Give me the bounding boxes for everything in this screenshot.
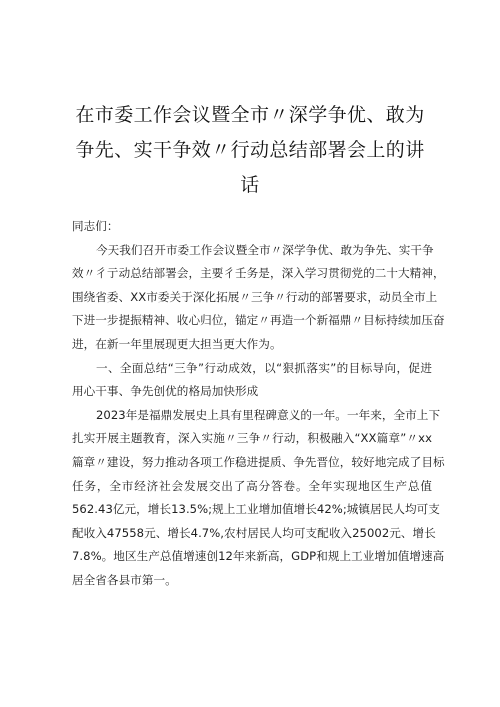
title-line: 话 bbox=[240, 174, 260, 196]
paragraph-line: 562.43亿元，增长13.5%;规上工业增加值增长42%;城镇居民人均可支 bbox=[72, 502, 440, 517]
paragraph-line: 任务，全市经济社会发展交出了高分答卷。全年实现地区生产总值 bbox=[72, 478, 432, 493]
title-line: 争先、实干争效〃行动总结部署会上的讲 bbox=[75, 139, 425, 161]
paragraph-summary bbox=[72, 404, 445, 593]
heading-line: 一、全面总结“三争”行动成效，以“狠抓落实”的目标导向，促进 bbox=[96, 360, 432, 375]
paragraph-line: 扎实开展主题教育，深入实施〃三争〃行动，积极融入“XX篇章”〃xx bbox=[72, 431, 432, 446]
paragraph-line: 效〃彳亍动总结部署会，主要彳壬务是，深入学习贯彻党的二十大精神， bbox=[72, 266, 445, 281]
paragraph-line: 篇章〃建设，努力推动各项工作稳进提质、争先晋位，较好地完成了目标 bbox=[72, 454, 445, 469]
paragraph-line: 2023年是福鼎发展史上具有里程碑意义的一年。一年来，全市上下 bbox=[96, 407, 441, 422]
paragraph-line: 进，在新一年里展现更大担当更大作为。 bbox=[72, 336, 282, 351]
paragraph-line: 7.8%。地区生产总值增速创12年来新高，GDP和规上工业增加值增速高 bbox=[72, 549, 445, 564]
paragraph-line: 居全省各县市第一。 bbox=[72, 572, 177, 587]
paragraph-line: 配收入47558元、增长4.7%,农村居民人均可支配收入25002元、增长 bbox=[72, 525, 436, 540]
heading-line: 用心干事、争先创优的格局加快形成 bbox=[72, 384, 259, 399]
document-title bbox=[55, 98, 445, 203]
paragraph-opening bbox=[72, 239, 445, 357]
paragraph-line: 下进一步提振精神、收心归位，锚定〃再造一个新福鼎〃目标持续加压奋 bbox=[72, 313, 445, 328]
title-line: 在市委工作会议暨全市〃深学争优、敢为 bbox=[75, 104, 425, 126]
section-heading bbox=[72, 357, 432, 404]
salutation-line: 同志们： bbox=[72, 219, 119, 233]
paragraph-line: 今天我们召开市委工作会议暨全市〃深学争优、敢为争先、实干争 bbox=[96, 242, 434, 257]
document-body bbox=[72, 215, 445, 593]
paragraph-line: 围绕省委、XX市委关于深化拓展〃三争〃行动的部署要求，动员全市上 bbox=[72, 289, 438, 304]
salutation bbox=[72, 215, 432, 239]
